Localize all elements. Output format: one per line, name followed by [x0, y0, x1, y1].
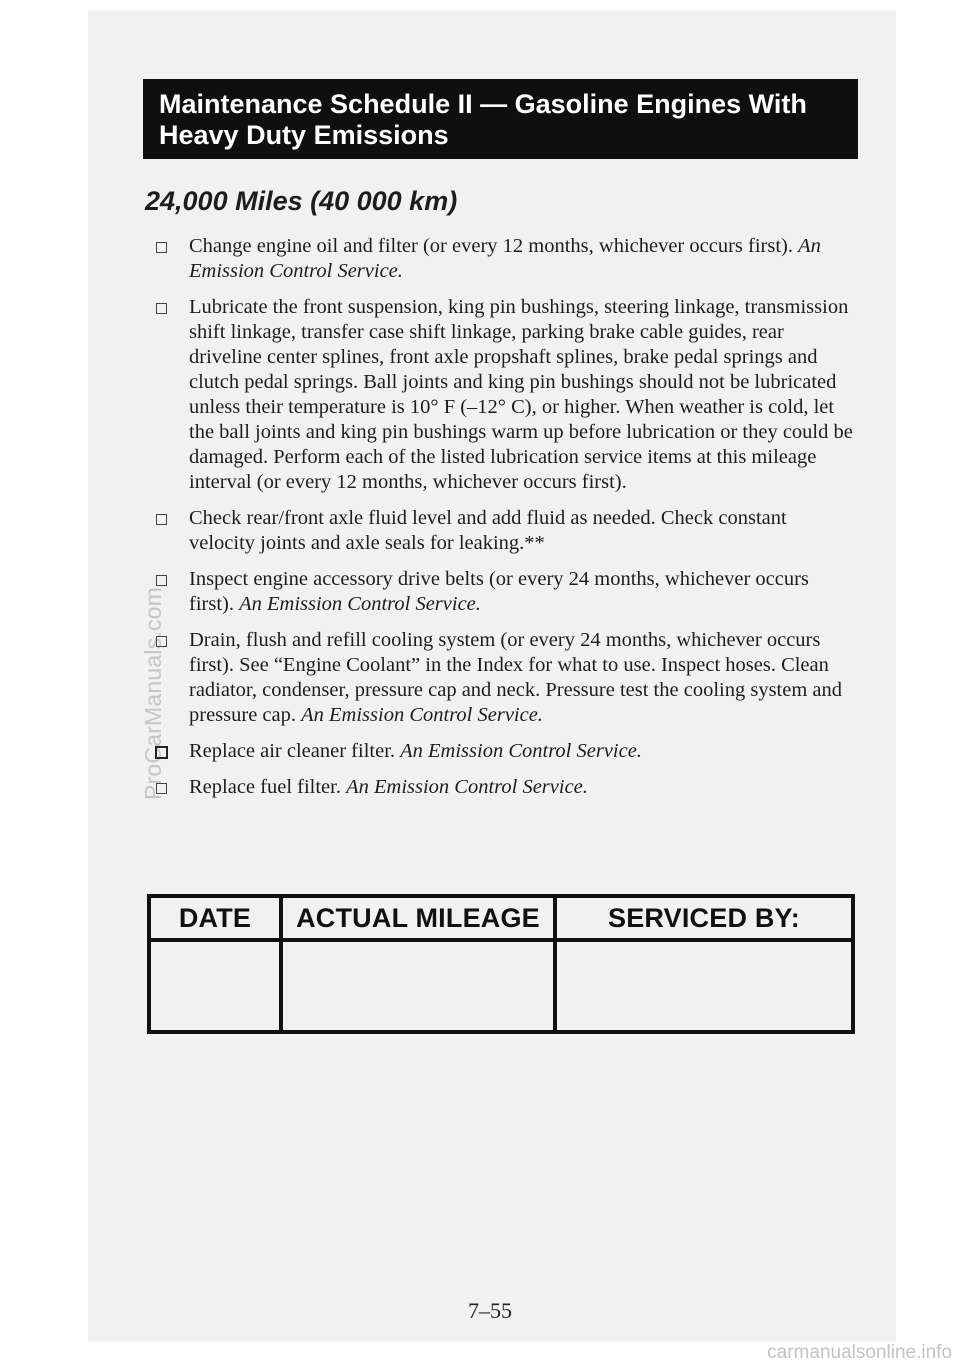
checklist-item-axle-fluid: [156, 506, 856, 556]
item-text: Drain, flush and refill cooling system (or every 24 months, whichever occurs first). See “Engine Coolant” in the Index for what to use. Inspect hoses. Clean radiator, condenser, pressure cap and neck. Pressure test the cooling system and pressure cap.: [189, 629, 843, 726]
mileage-heading: 24,000 Miles (40 000 km): [145, 186, 458, 216]
checklist-item-lubrication: [156, 295, 856, 495]
item-text: Lubricate the front suspension, king pin bushings, steering linkage, transmission shift linkage, transfer case shift linkage, parking brake cable guides, rear driveline center splines, front axle propshaft splines, brake pedal springs and clutch pedal springs. Ball joints and king pin bushings should not be lubricated unless their temperature is 10° F (–12° C), or higher. When weather is cold, let the ball joints and king pin bushings warm up before lubrication or they could be damaged. Perform each of the listed lubrication service items at this mileage interval (or every 12 months, whichever occurs first).: [189, 296, 853, 493]
side-watermark: ProCarManuals.com: [140, 586, 166, 800]
column-header-serviced-by: SERVICED BY:: [555, 896, 853, 940]
page-number: 7–55: [468, 1298, 512, 1323]
column-header-actual-mileage: ACTUAL MILEAGE: [281, 896, 555, 940]
table-row: [149, 940, 853, 1032]
item-text: Replace air cleaner filter.: [189, 740, 401, 762]
checklist-item-fuel-filter: [156, 775, 856, 800]
checkbox-icon[interactable]: [156, 783, 167, 794]
emission-note: An Emission Control Service.: [239, 593, 481, 615]
checkbox-icon[interactable]: [156, 514, 167, 525]
checklist-item-oil-change: [156, 234, 856, 284]
emission-note: An Emission Control Service.: [301, 704, 543, 726]
checklist-item-air-filter: [156, 739, 856, 764]
checkbox-icon[interactable]: [156, 636, 167, 647]
service-log-table: [147, 894, 855, 1034]
checkbox-icon[interactable]: [156, 303, 167, 314]
checkbox-icon[interactable]: [156, 242, 167, 253]
emission-note: An Emission Control Service.: [189, 235, 821, 282]
emission-note: An Emission Control Service.: [400, 740, 642, 762]
checklist-item-drive-belts: [156, 567, 856, 617]
banner-title-line-1: Maintenance Schedule II — Gasoline Engines With: [159, 89, 807, 119]
date-entry-cell[interactable]: [149, 940, 281, 1032]
item-text: Replace fuel filter.: [189, 776, 347, 798]
item-text: Check rear/front axle fluid level and add fluid as needed. Check constant velocity joints and axle seals for leaking.**: [189, 507, 787, 554]
column-header-date: DATE: [149, 896, 281, 940]
schedule-banner: [143, 79, 858, 159]
table-header-row: [149, 896, 853, 940]
banner-title-line-2: Heavy Duty Emissions: [159, 120, 449, 150]
item-text: Change engine oil and filter (or every 12 months, whichever occurs first).: [189, 235, 799, 257]
checklist-item-cooling-system: [156, 628, 856, 728]
checkbox-icon[interactable]: [155, 746, 168, 759]
checkbox-icon[interactable]: [156, 575, 167, 586]
bottom-watermark: carmanualsonline.info: [767, 1342, 952, 1363]
service-checklist: [156, 234, 856, 811]
emission-note: An Emission Control Service.: [346, 776, 588, 798]
mileage-entry-cell[interactable]: [281, 940, 555, 1032]
serviced-by-entry-cell[interactable]: [555, 940, 853, 1032]
item-text: Inspect engine accessory drive belts (or every 24 months, whichever occurs first).: [189, 568, 809, 615]
